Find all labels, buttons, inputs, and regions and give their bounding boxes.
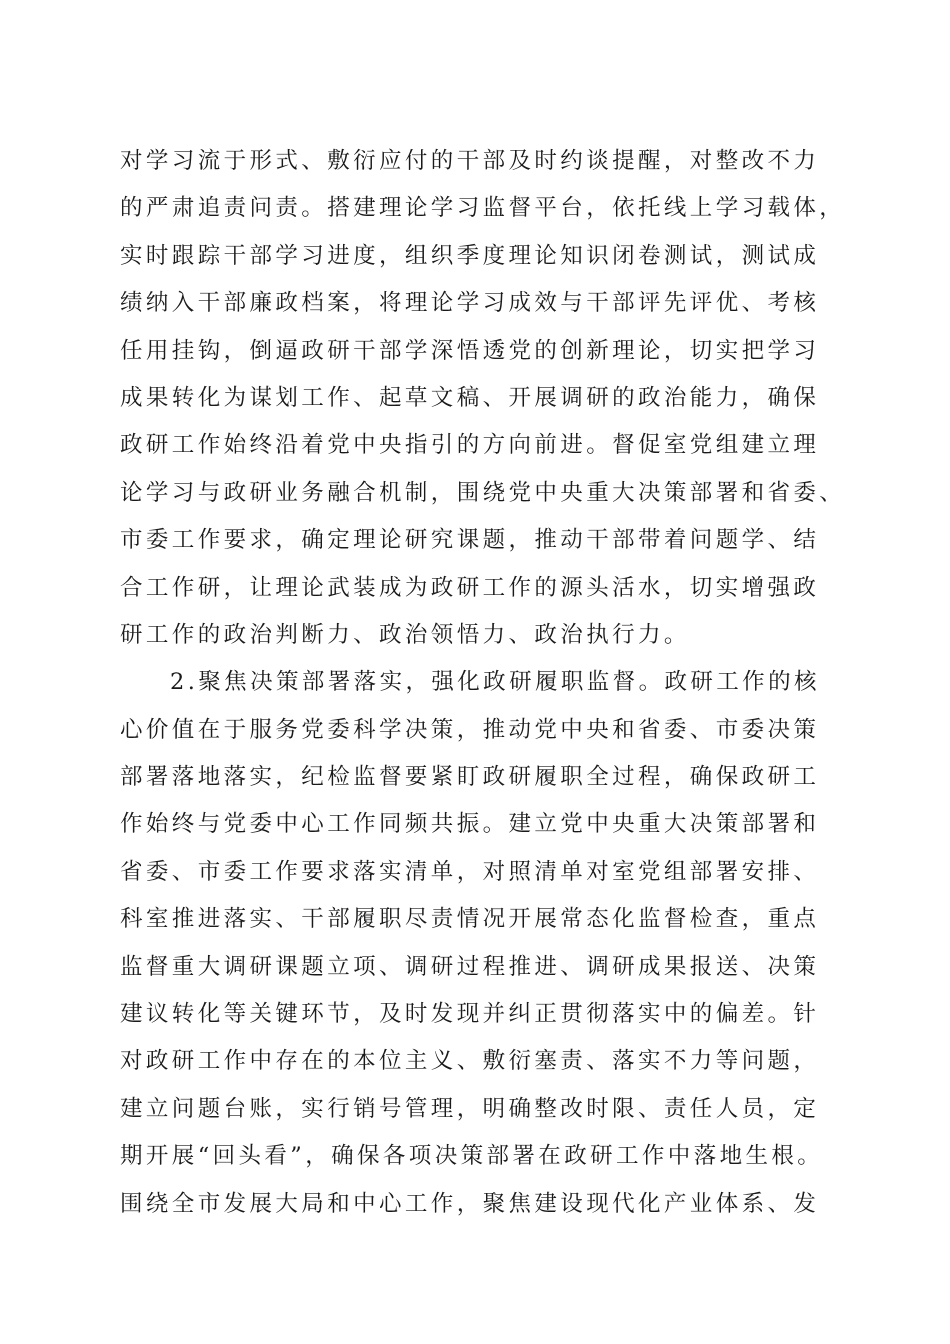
text-line: 实时跟踪干部学习进度，组织季度理论知识闭卷测试，测试成 — [120, 242, 820, 269]
text-line: 对学习流于形式、敷衍应付的干部及时约谈提醒，对整改不力 — [120, 148, 820, 174]
section-heading-line: 2.聚焦决策部署落实，强化政研履职监督。政研工作的核 — [170, 669, 820, 696]
text-line: 任用挂钩，倒逼政研干部学深悟透党的创新理论，切实把学习 — [120, 337, 820, 364]
text-line: 政研工作始终沿着党中央指引的方向前进。督促室党组建立理 — [120, 432, 820, 459]
text-line: 绩纳入干部廉政档案，将理论学习成效与干部评先评优、考核 — [120, 290, 820, 317]
text-line: 部署落地落实，纪检监督要紧盯政研履职全过程，确保政研工 — [120, 764, 820, 791]
text-line: 对政研工作中存在的本位主义、敷衍塞责、落实不力等问题， — [120, 1048, 820, 1075]
text-line: 监督重大调研课题立项、调研过程推进、调研成果报送、决策 — [120, 953, 820, 980]
text-line: 心价值在于服务党委科学决策，推动党中央和省委、市委决策 — [120, 716, 820, 743]
text-line: 省委、市委工作要求落实清单，对照清单对室党组部署安排、 — [120, 858, 820, 885]
text-line: 成果转化为谋划工作、起草文稿、开展调研的政治能力，确保 — [120, 384, 820, 411]
text-line: 科室推进落实、干部履职尽责情况开展常态化监督检查，重点 — [120, 906, 820, 933]
text-line: 论学习与政研业务融合机制，围绕党中央重大决策部署和省委、 — [120, 479, 846, 506]
text-line: 期开展“回头看”，确保各项决策部署在政研工作中落地生根。 — [120, 1143, 824, 1170]
text-line: 作始终与党委中心工作同频共振。建立党中央重大决策部署和 — [120, 811, 820, 838]
body-text — [120, 138, 880, 1228]
text-line: 合工作研，让理论武装成为政研工作的源头活水，切实增强政 — [120, 574, 820, 601]
text-line: 围绕全市发展大局和中心工作，聚焦建设现代化产业体系、发 — [120, 1190, 820, 1217]
text-line: 研工作的政治判断力、政治领悟力、政治执行力。 — [120, 621, 690, 648]
text-line: 建立问题台账，实行销号管理，明确整改时限、责任人员，定 — [120, 1095, 820, 1122]
text-line: 建议转化等关键环节，及时发现并纠正贯彻落实中的偏差。针 — [120, 1001, 820, 1028]
text-line: 市委工作要求，确定理论研究课题，推动干部带着问题学、结 — [120, 527, 820, 554]
text-line: 的严肃追责问责。搭建理论学习监督平台，依托线上学习载体， — [120, 195, 846, 222]
